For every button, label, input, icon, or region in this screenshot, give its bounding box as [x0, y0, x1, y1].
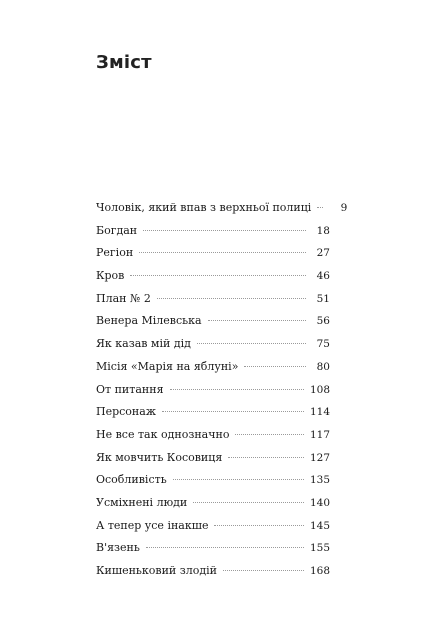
toc-entry-page-number: 27 — [316, 247, 330, 260]
toc-entry-page-number: 18 — [316, 224, 330, 237]
toc-entry-page-number: 127 — [309, 451, 330, 464]
toc-entry-page-number: 80 — [316, 360, 330, 373]
toc-entry-title: Як мовчить Косовиця — [96, 450, 223, 464]
dot-leader — [244, 366, 306, 367]
toc-entry-title: Не все так однозначно — [96, 427, 230, 441]
toc-entry[interactable] — [96, 560, 330, 583]
toc-entry[interactable] — [96, 288, 330, 311]
toc-entry-page-number: 117 — [309, 428, 330, 441]
toc-entry-page-number: 114 — [309, 406, 330, 419]
toc-entry-page-number: 135 — [309, 474, 330, 487]
toc-entry-page-number: 75 — [316, 338, 330, 351]
toc-entry-title: Персонаж — [96, 405, 156, 419]
toc-entry-title: Кишеньковий злодій — [96, 564, 217, 577]
toc-entry-page-number: 145 — [309, 519, 330, 532]
toc-entry[interactable] — [96, 401, 330, 424]
toc-entry-title: Усміхнені люди — [96, 495, 188, 509]
toc-entry-page-number: 108 — [309, 383, 330, 396]
toc-entry[interactable] — [96, 356, 330, 379]
table-of-contents — [96, 197, 348, 583]
dot-leader — [214, 525, 303, 526]
toc-entry[interactable] — [96, 220, 330, 243]
dot-leader — [170, 389, 304, 390]
toc-entry-page-number: 155 — [309, 542, 330, 555]
toc-entry-title: Особливість — [96, 473, 167, 487]
toc-entry-title: В'язень — [96, 541, 140, 555]
toc-entry-title: Як казав мій дід — [96, 337, 191, 351]
dot-leader — [193, 502, 304, 503]
dot-leader — [235, 434, 304, 435]
toc-entry-title: Венера Мілевська — [96, 314, 202, 328]
toc-entry[interactable] — [96, 424, 330, 447]
toc-heading: Зміст — [96, 52, 152, 73]
dot-leader — [317, 207, 323, 208]
toc-entry-title: Чоловік, який впав з верхньої полиці — [96, 201, 312, 214]
dot-leader — [228, 457, 304, 458]
dot-leader — [208, 320, 306, 321]
toc-entry-page-number: 168 — [309, 565, 330, 577]
dot-leader — [162, 411, 304, 412]
toc-entry[interactable] — [96, 242, 330, 265]
dot-leader — [139, 252, 306, 253]
toc-entry[interactable] — [96, 333, 330, 356]
toc-entry-title: Богдан — [96, 223, 138, 237]
toc-entry[interactable] — [96, 537, 330, 560]
dot-leader — [197, 343, 306, 344]
dot-leader — [173, 479, 304, 480]
dot-leader — [223, 570, 304, 571]
dot-leader — [157, 298, 306, 299]
toc-entry-page-number: 56 — [316, 315, 330, 328]
toc-entry[interactable] — [96, 447, 330, 470]
toc-entry-title: План № 2 — [96, 291, 151, 305]
toc-entry-title: Регіон — [96, 246, 134, 260]
toc-entry-page-number: 51 — [316, 292, 330, 305]
toc-entry[interactable] — [96, 197, 348, 220]
toc-entry-page-number: 140 — [309, 496, 330, 509]
dot-leader — [130, 275, 306, 276]
toc-entry[interactable] — [96, 379, 330, 402]
dot-leader — [146, 547, 304, 548]
toc-entry-title: Місія «Марія на яблуні» — [96, 359, 239, 373]
toc-entry-title: Кров — [96, 269, 125, 283]
toc-entry[interactable] — [96, 265, 330, 288]
toc-entry-title: А тепер усе інакше — [96, 518, 209, 532]
toc-entry-page-number: 9 — [340, 202, 348, 214]
dot-leader — [143, 230, 306, 231]
toc-entry[interactable] — [96, 515, 330, 538]
toc-entry[interactable] — [96, 469, 330, 492]
toc-entry-page-number: 46 — [316, 270, 330, 283]
toc-entry[interactable] — [96, 310, 330, 333]
toc-entry[interactable] — [96, 492, 330, 515]
toc-entry-title: От питання — [96, 382, 164, 396]
